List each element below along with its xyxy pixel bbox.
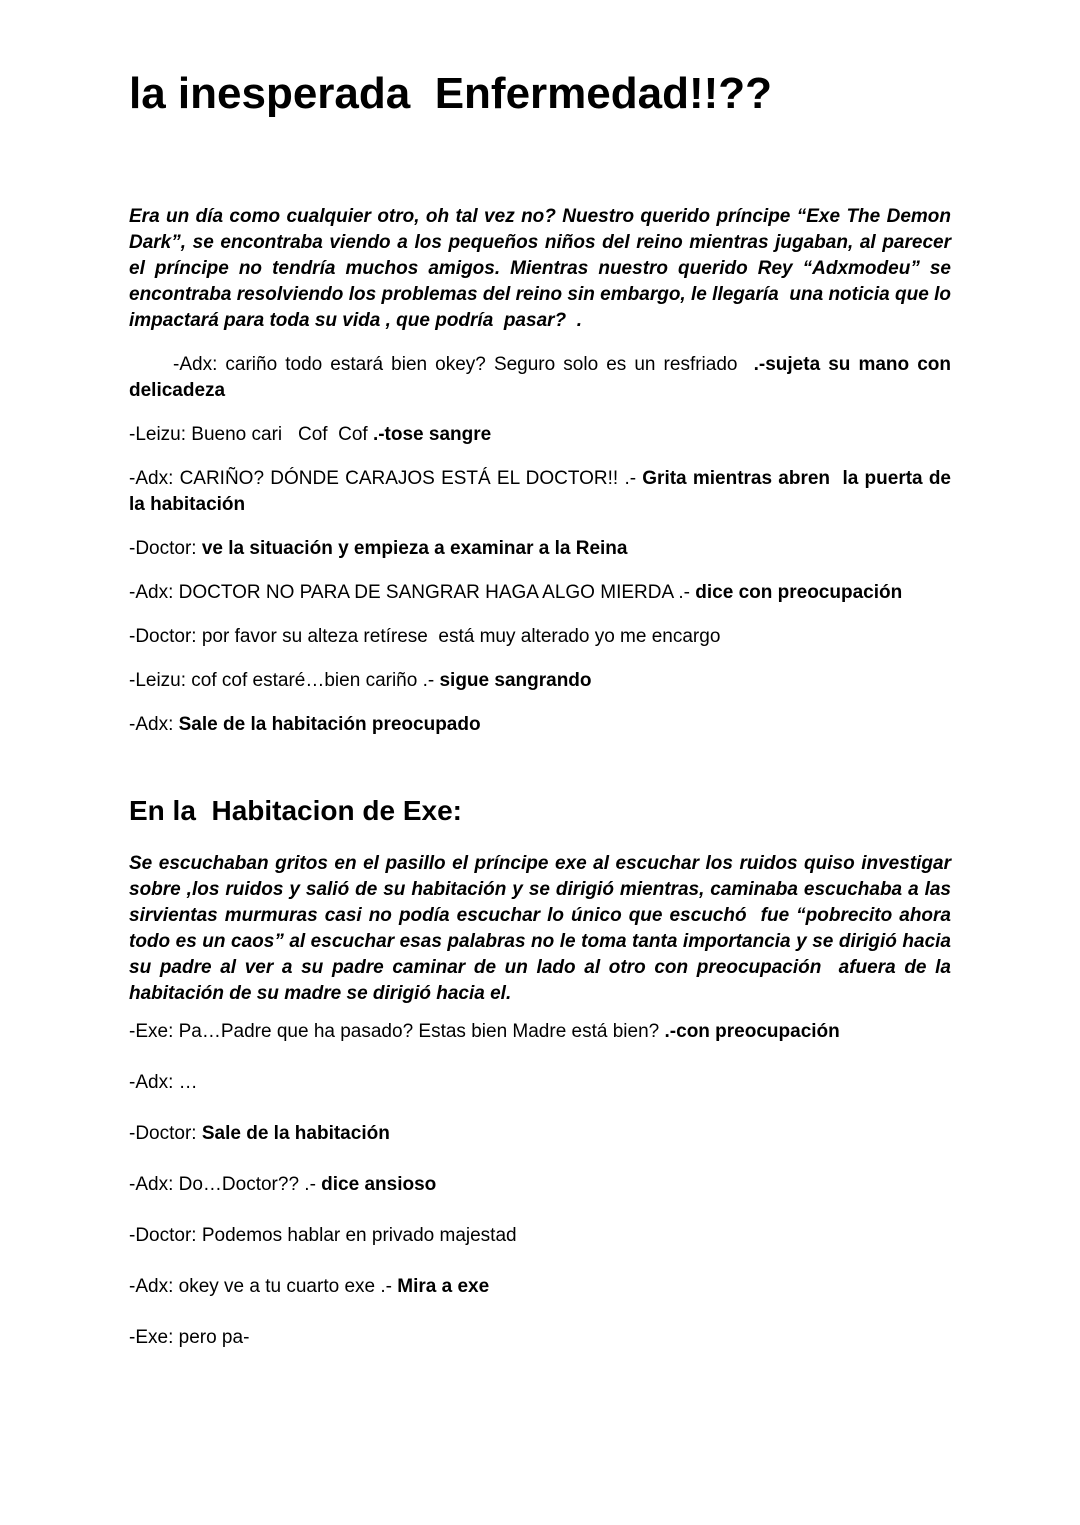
dialogue-speech-text: -Adx: Do…Doctor?? .- (129, 1174, 322, 1195)
dialogue-line (129, 624, 951, 650)
dialogue-action-text: Mira a exe (397, 1276, 490, 1297)
dialogue-line (129, 712, 951, 738)
dialogue-action-text: Sale de la habitación preocupado (178, 714, 481, 735)
intro-paragraph-1: Era un día como cualquier otro, oh tal vez no? Nuestro querido príncipe “Exe The Demon Dark”, se encontraba viendo a los pequeños niños del reino mientras jugaban, al parecer el príncipe no tendría muchos amigos. Mientras nuestro querido Rey “Adxmodeu” se encontraba resolviendo los problemas del reino sin embargo, le llegaría una noticia que lo impactará para toda su vida , que podría pasar? . (129, 206, 957, 331)
dialogue-action-text: .-con preocupación (664, 1021, 840, 1042)
dialogue-line (129, 1172, 951, 1198)
intro-paragraph-2: Se escuchaban gritos en el pasillo el príncipe exe al escuchar los ruidos quiso investigar sobre ,los ruidos y salió de su habitación y se dirigió mientras, caminaba escuchaba a las sirvientas murmuras casi no podía escuchar lo único que escuchó fue “pobrecito ahora todo es un caos” al escuchar esas palabras no le toma tanta importancia y se dirigió hacia su padre al ver a su padre caminar de un lado al otro con preocupación afuera de la habitación de su madre se dirigió hacia el. (129, 853, 957, 1004)
dialogue-speech-text: -Leizu: Bueno cari Cof Cof (129, 424, 373, 445)
dialogue-speech-text: -Doctor: Podemos hablar en privado majestad (129, 1225, 517, 1246)
dialogue-speech-text: -Doctor: (129, 538, 202, 559)
dialogue-line (129, 422, 951, 448)
dialogue-action-text: .-sujeta su mano con delicadeza (129, 354, 957, 401)
dialogue-line (129, 1070, 951, 1096)
dialogue-speech-text: -Adx: cariño todo estará bien okey? Seguro solo es un resfriado (173, 354, 754, 375)
dialogue-speech-text: -Adx: okey ve a tu cuarto exe .- (129, 1276, 398, 1297)
dialogue-line (129, 352, 957, 404)
dialogue-action-text: Sale de la habitación (201, 1123, 390, 1144)
dialogue-speech-text: -Exe: Pa…Padre que ha pasado? Estas bien Madre está bien? (129, 1021, 665, 1042)
dialogue-action-text: sigue sangrando (439, 670, 592, 691)
dialogue-speech-text: -Adx: … (129, 1072, 198, 1093)
dialogue-speech-text: -Adx: CARIÑO? DÓNDE CARAJOS ESTÁ EL DOCTOR!! .- (129, 468, 643, 489)
scene1-dialogue-list (129, 352, 957, 738)
dialogue-line (129, 466, 957, 518)
section-heading: En la Habitacion de Exe: (129, 795, 462, 826)
dialogue-speech-text: -Exe: pero pa- (129, 1327, 250, 1348)
dialogue-action-text: dice ansioso (321, 1174, 437, 1195)
dialogue-line (129, 580, 951, 606)
scene2-dialogue-list (129, 1019, 951, 1351)
dialogue-line (129, 1223, 951, 1249)
dialogue-line (129, 1121, 951, 1147)
dialogue-action-text: Grita mientras abren la puerta de la habitación (129, 468, 957, 515)
dialogue-speech-text: -Doctor: por favor su alteza retírese está muy alterado yo me encargo (129, 626, 721, 647)
page-title: la inesperada Enfermedad!!?? (129, 69, 773, 118)
dialogue-line (129, 1274, 951, 1300)
dialogue-action-text: .-tose sangre (372, 424, 492, 445)
dialogue-line (129, 536, 951, 562)
dialogue-line (129, 668, 951, 694)
dialogue-action-text: dice con preocupación (695, 582, 903, 603)
dialogue-action-text: ve la situación y empieza a examinar a la Reina (201, 538, 628, 559)
dialogue-line (129, 1019, 951, 1045)
dialogue-speech-text: -Adx: (129, 714, 179, 735)
dialogue-speech-text: -Leizu: cof cof estaré…bien cariño .- (129, 670, 440, 691)
dialogue-line (129, 1325, 951, 1351)
dialogue-speech-text: -Doctor: (129, 1123, 202, 1144)
dialogue-speech-text: -Adx: DOCTOR NO PARA DE SANGRAR HAGA ALGO MIERDA .- (129, 582, 696, 603)
